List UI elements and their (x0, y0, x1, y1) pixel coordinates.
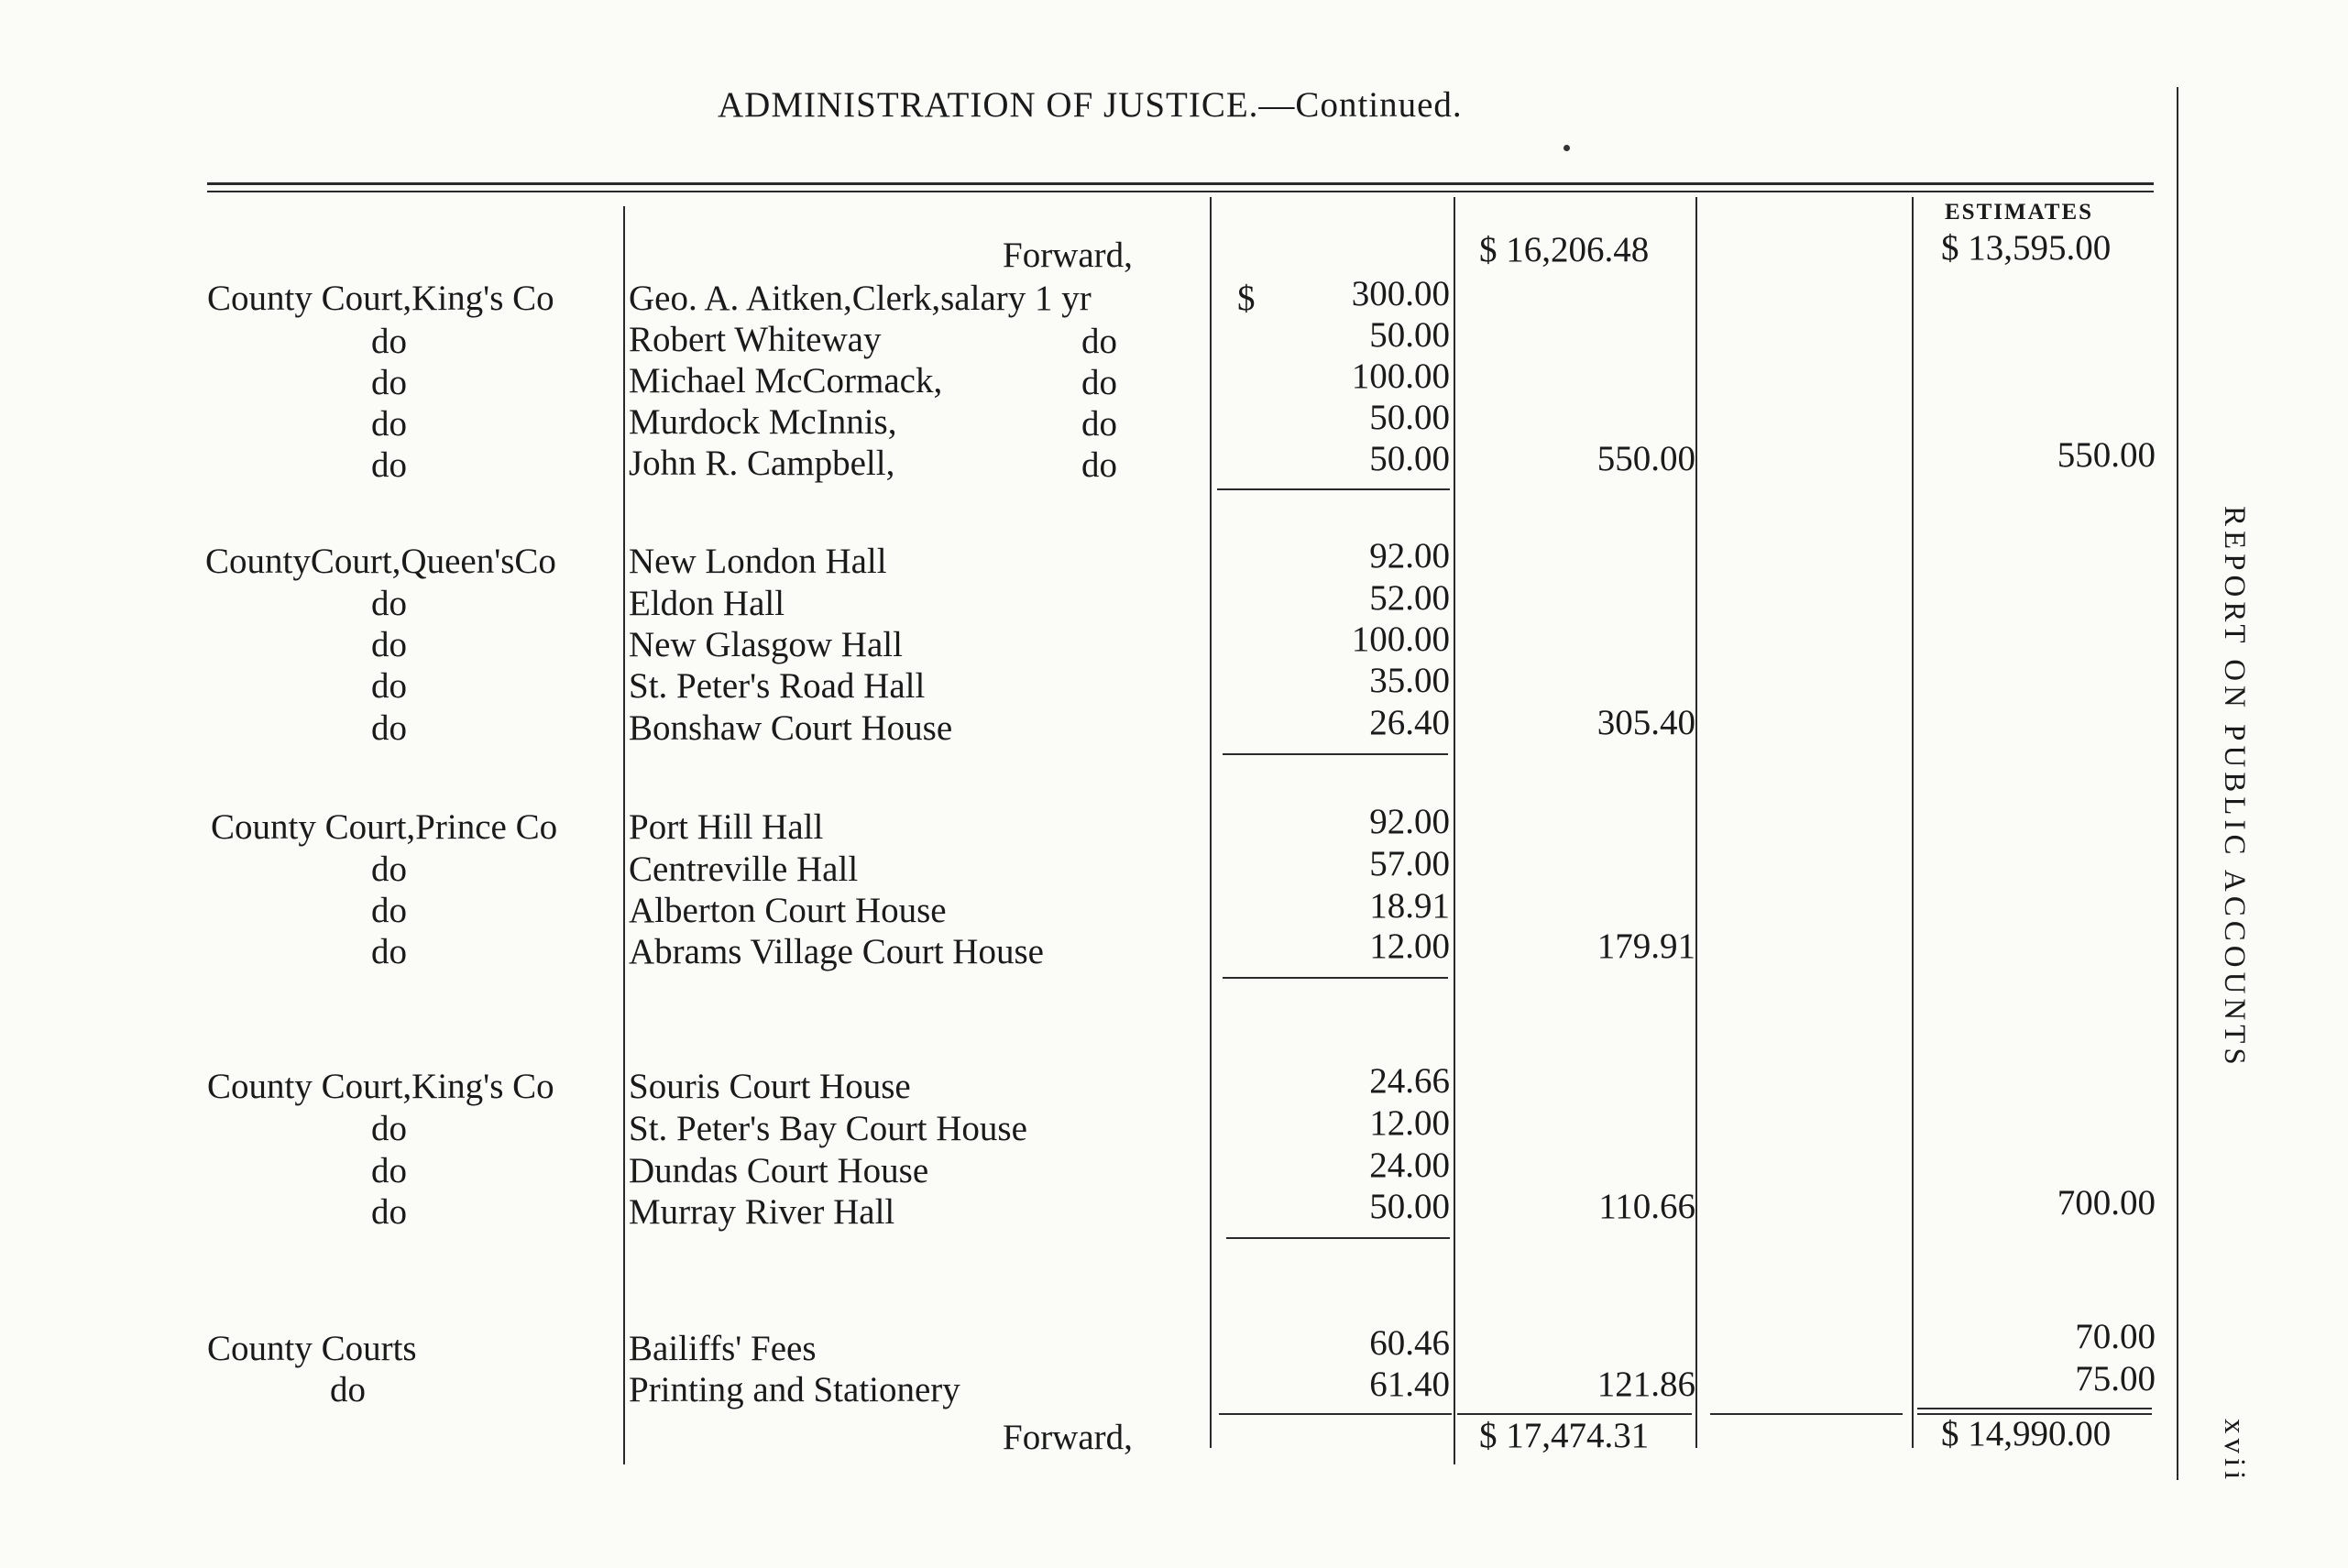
payee-ditto: do (1081, 404, 1117, 444)
amount-cell: 12.00 (1369, 1103, 1450, 1143)
court-cell: do (371, 1192, 407, 1232)
amount-cell: 35.00 (1369, 661, 1450, 700)
payee-cell: Eldon Hall (629, 584, 785, 623)
amount-cell: 50.00 (1369, 315, 1450, 355)
payee-cell: Alberton Court House (629, 891, 947, 930)
estimate-cell: 550.00 (2057, 435, 2156, 475)
court-cell: do (371, 1151, 407, 1190)
page-title: ADMINISTRATION OF JUSTICE.—Continued. (718, 85, 1463, 125)
court-cell: do (371, 363, 407, 402)
court-cell: do (371, 932, 407, 971)
payee-ditto: do (1081, 445, 1117, 485)
payee-cell: Geo. A. Aitken,Clerk,salary 1 yr (629, 279, 1092, 318)
col-rule-payee (623, 206, 625, 1464)
court-cell: County Courts (207, 1329, 417, 1368)
court-cell: do (371, 584, 407, 623)
amount-cell: 26.40 (1369, 703, 1450, 742)
amount-cell: 52.00 (1369, 578, 1450, 618)
payee-cell: Printing and Stationery (629, 1370, 960, 1409)
total-cell: 550.00 (1596, 439, 1695, 478)
total-cell: 305.40 (1596, 703, 1695, 742)
payee-cell: Murdock McInnis, (629, 402, 897, 442)
payee-ditto: do (1081, 322, 1117, 361)
header-rule-bottom (207, 191, 2154, 192)
amount-cell: 92.00 (1369, 802, 1450, 841)
subtotal-rule (1223, 753, 1448, 755)
forward-estimate-top: $ 13,595.00 (1941, 228, 2112, 268)
forward-label-top: Forward, (1003, 236, 1133, 275)
dollar-sign: $ (1237, 279, 1256, 318)
amount-cell: 50.00 (1369, 398, 1450, 437)
amount-cell: 18.91 (1369, 886, 1450, 926)
total-cell: 110.66 (1598, 1187, 1695, 1226)
estimate-cell: 75.00 (2075, 1359, 2156, 1398)
forward-label-bottom: Forward, (1003, 1418, 1133, 1457)
payee-cell: Port Hill Hall (629, 807, 824, 847)
payee-cell: Bonshaw Court House (629, 708, 953, 748)
forward-total-bottom: $ 17,474.31 (1479, 1416, 1650, 1455)
estimate-cell: 700.00 (2057, 1183, 2156, 1223)
payee-cell: Bailiffs' Fees (629, 1329, 817, 1368)
court-cell: do (371, 850, 407, 889)
total-rule-amount (1219, 1413, 1452, 1415)
col-rule-amount (1210, 197, 1212, 1448)
court-cell: County Court,Prince Co (211, 807, 558, 847)
amount-cell: 12.00 (1369, 927, 1450, 966)
court-cell: do (371, 445, 407, 485)
court-cell: CountyCourt,Queen'sCo (205, 542, 556, 581)
forward-estimate-bottom: $ 14,990.00 (1941, 1414, 2112, 1453)
forward-total-top: $ 16,206.48 (1479, 230, 1650, 269)
court-cell: County Court,King's Co (207, 1067, 554, 1106)
payee-ditto: do (1081, 363, 1117, 402)
amount-cell: 300.00 (1351, 274, 1450, 313)
amount-cell: 24.00 (1369, 1146, 1450, 1185)
payee-cell: Dundas Court House (629, 1151, 929, 1190)
payee-cell: Robert Whiteway (629, 320, 882, 359)
amount-cell: 92.00 (1369, 536, 1450, 576)
payee-cell: Centreville Hall (629, 850, 859, 889)
col-rule-total (1454, 197, 1455, 1464)
amount-cell: 57.00 (1369, 844, 1450, 883)
payee-cell: Michael McCormack, (629, 361, 943, 400)
ink-dot (1564, 145, 1570, 151)
court-cell: do (371, 708, 407, 748)
total-cell: 121.86 (1596, 1365, 1695, 1404)
total-rule-blank (1710, 1413, 1903, 1415)
total-rule-estimate-1 (1917, 1408, 2152, 1409)
estimates-header: ESTIMATES (1945, 200, 2094, 225)
payee-cell: St. Peter's Road Hall (629, 666, 926, 706)
total-cell: 179.91 (1596, 927, 1695, 966)
subtotal-rule (1226, 1237, 1450, 1239)
subtotal-rule (1217, 488, 1450, 490)
court-cell: do (371, 891, 407, 930)
amount-cell: 100.00 (1351, 356, 1450, 396)
court-cell: do (371, 666, 407, 706)
estimate-cell: 70.00 (2075, 1317, 2156, 1356)
court-cell: do (330, 1370, 366, 1409)
page-number: xvii (2218, 1419, 2251, 1485)
amount-cell: 100.00 (1351, 620, 1450, 659)
amount-cell: 24.66 (1369, 1061, 1450, 1101)
running-head: REPORT ON PUBLIC ACCOUNTS (2218, 506, 2251, 1069)
subtotal-rule (1223, 977, 1448, 979)
court-cell: do (371, 625, 407, 664)
court-cell: do (371, 322, 407, 361)
court-cell: do (371, 1109, 407, 1148)
payee-cell: Murray River Hall (629, 1192, 895, 1232)
col-rule-estimates (1912, 197, 1914, 1448)
payee-cell: Souris Court House (629, 1067, 911, 1106)
payee-cell: New Glasgow Hall (629, 625, 903, 664)
court-cell: do (371, 404, 407, 444)
amount-cell: 60.46 (1369, 1323, 1450, 1363)
margin-rule (2177, 87, 2178, 1480)
payee-cell: John R. Campbell, (629, 444, 895, 483)
amount-cell: 50.00 (1369, 439, 1450, 478)
court-cell: County Court,King's Co (207, 279, 554, 318)
payee-cell: Abrams Village Court House (629, 932, 1044, 971)
col-rule-blank (1695, 197, 1697, 1448)
amount-cell: 61.40 (1369, 1365, 1450, 1404)
amount-cell: 50.00 (1369, 1187, 1450, 1226)
payee-cell: New London Hall (629, 542, 887, 581)
payee-cell: St. Peter's Bay Court House (629, 1109, 1027, 1148)
header-rule-top (207, 182, 2154, 185)
